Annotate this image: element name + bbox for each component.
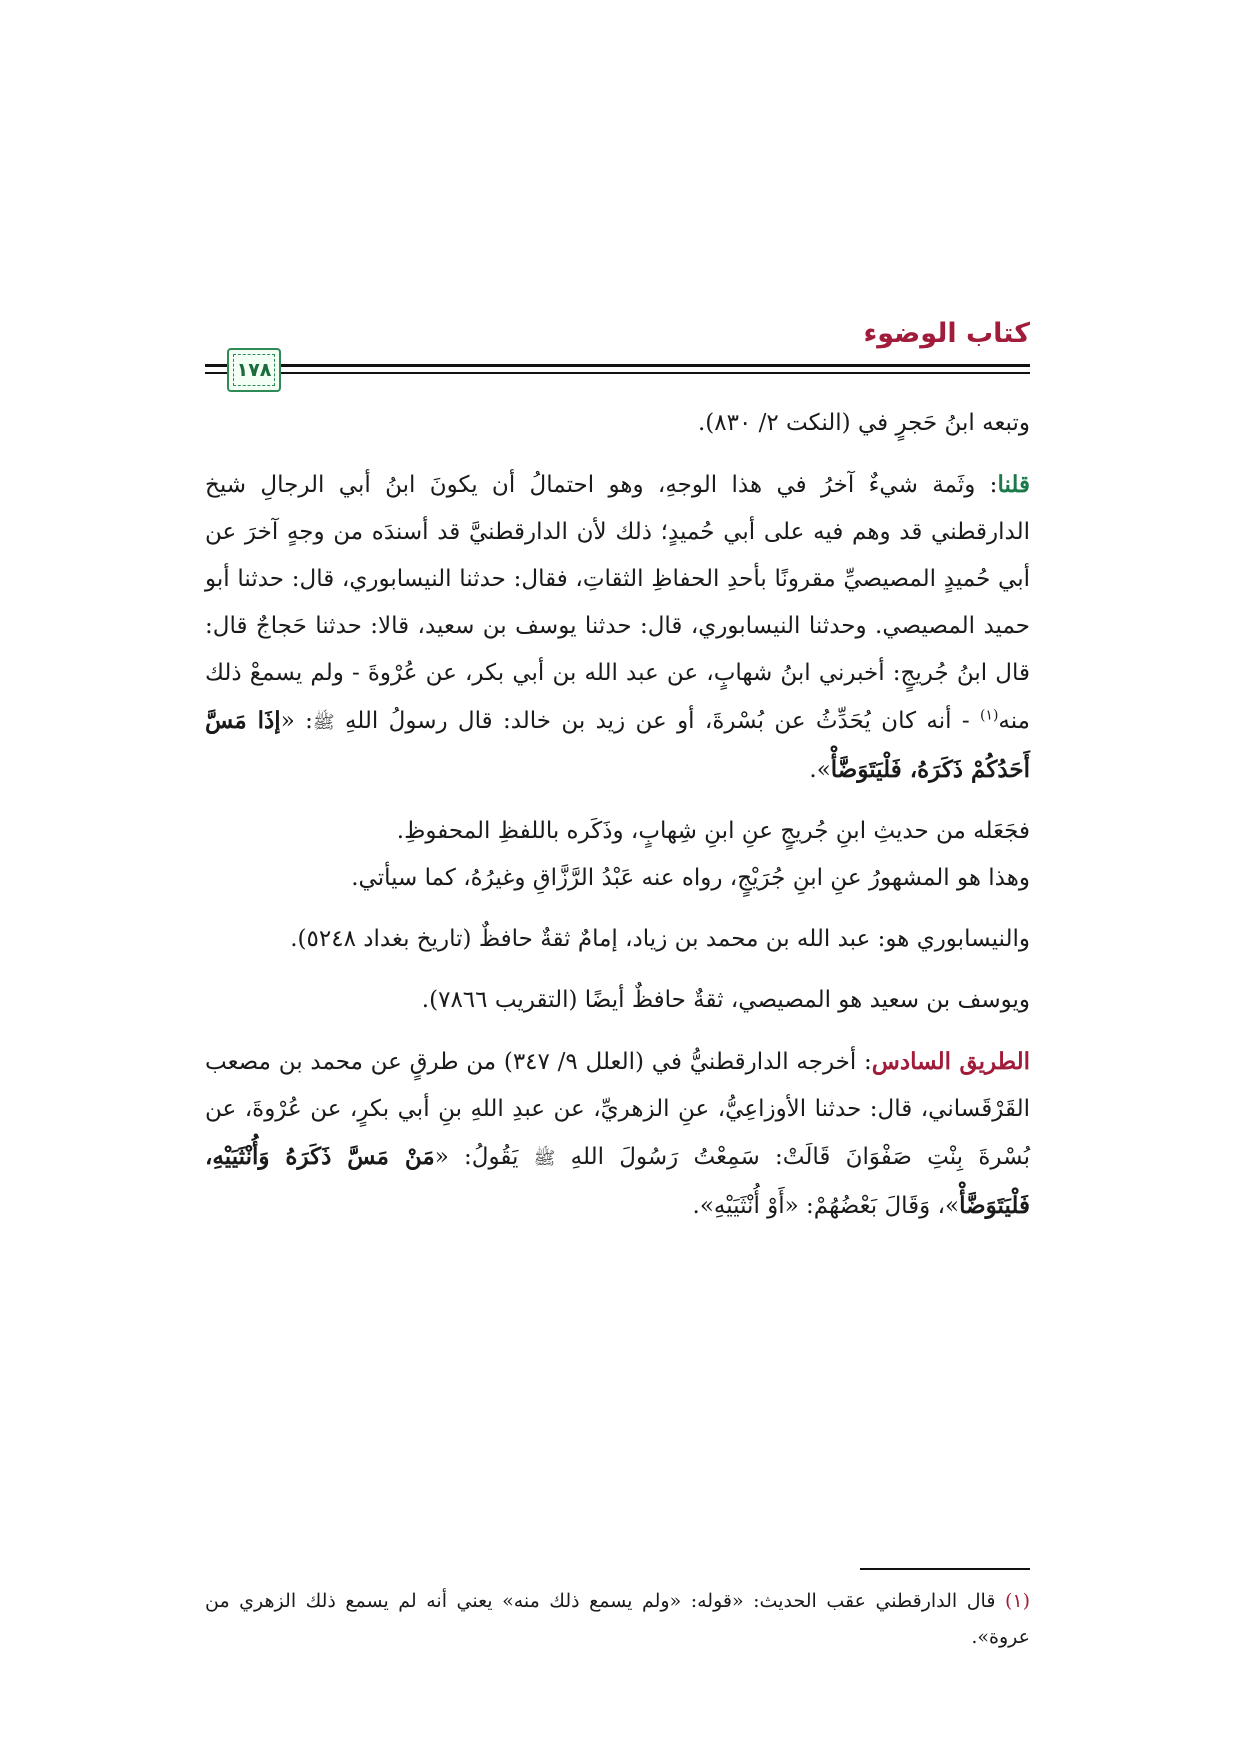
paragraph-text: »، وَقَالَ بَعْضُهُمْ: «أَوْ أُنْثَيَيْهِ». [692,1193,960,1219]
paragraph: وهذا هو المشهورُ عنِ ابنِ جُرَيْجٍ، رواه عنه عَبْدُ الرَّزَّاقِ وغيرُهُ، كما سيأتي. [351,865,1030,891]
paragraph-text: : أخرجه الدارقطنيُّ في (العلل ٩/ ٣٤٧) من طرقٍ عن محمد بن مصعب القَرْقَساني، قال: حدثنا الأوزاعِيُّ، عنِ الزهريِّ، عن عبدِ اللهِ بنِ أبي بكرٍ، عن عُرْوةَ، عن بُسْرةَ بِنْتِ صَفْوَانَ قَالَتْ: سَمِعْتُ رَسُولَ اللهِ [205,1049,1030,1170]
hadith-quote: مَنْ مَسَّ ذَكَرَهُ وَأُنْثَيَيْهِ، فَلْيَتَوَضَّأْ [205,1143,1030,1219]
header-rule [205,364,227,367]
paragraph-text: : وثَمة شيءٌ آخرُ في هذا الوجهِ، وهو احتمالُ أن يكونَ ابنُ أبي الرجالِ شيخ الدارقطني قد وهم فيه على أبي حُميدٍ؛ ذلك لأن الدارقطنيَّ قد أسندَه من وجهٍ آخرَ عن أبي حُميدٍ المصيصيِّ مقرونًا بأحدِ الحفاظِ الثقاتِ، فقال: حدثنا النيسابوري، قال: حدثنا أبو حميد المصيصي. وحدثنا النيسابوري، قال: حدثنا يوسف بن سعيد، قالا: حدثنا حَجاجٌ قال: قال ابنُ جُريجٍ: أخبرني ابنُ شهابٍ، عن عبد الله بن أبي بكر، عن عُرْوةَ - ولم يسمعْ ذلك منه [205,472,1030,734]
paragraph-text: - أنه كان يُحَدِّثُ عن بُسْرةَ، أو عن زيد بن خالد: قال رسولُ اللهِ [334,708,980,734]
hadith-quote: إذَا مَسَّ أَحَدُكُمْ ذَكَرَهُ، فَلْيَتَوَضَّأْ [205,707,1030,783]
paragraph: فجَعَله من حديثِ ابنِ جُريجٍ عنِ ابنِ شِهابٍ، وذَكَره باللفظِ المحفوظِ. [396,818,1030,844]
salutation-glyph: ﷺ [533,1148,556,1169]
salutation-glyph: ﷺ [312,712,335,733]
footnote-number: (١) [1004,1590,1030,1612]
paragraph: ويوسف بن سعيد هو المصيصي، ثقةٌ حافظٌ أيضًا (التقريب ٧٨٦٦). [421,987,1030,1013]
header-rule [250,372,1030,374]
book-title: كتاب الوضوء [863,318,1030,349]
main-text [205,400,1030,1230]
section-label: الطريق السادس [871,1048,1031,1075]
footnote-reference[interactable]: (١) [979,707,999,724]
header-rule [250,364,1030,367]
page-number-frame [227,348,281,392]
punctuation: : « [280,708,313,734]
footnote-text: قال الدارقطني عقب الحديث: «قوله: «ولم يسمع ذلك منه» يعني أنه لم يسمع ذلك الزهري من عروة». [205,1590,1030,1648]
footnote-separator [860,1568,1030,1570]
paragraph: وتبعه ابنُ حَجرٍ في (النكت ٢/ ٨٣٠). [697,410,1030,436]
paragraph [205,1038,1030,1230]
page-header [205,318,1030,388]
section-label: قلنا [997,471,1030,498]
paragraph [205,461,1030,794]
paragraph: والنيسابوري هو: عبد الله بن محمد بن زياد، إمامٌ ثقةٌ حافظٌ (تاريخ بغداد ٥٢٤٨). [290,926,1030,952]
page-number: ١٧٨ [233,354,275,386]
footnote [205,1583,1030,1655]
punctuation: ». [809,757,831,783]
header-rule [205,372,227,374]
paragraph-text: يَقُولُ: « [434,1144,534,1170]
